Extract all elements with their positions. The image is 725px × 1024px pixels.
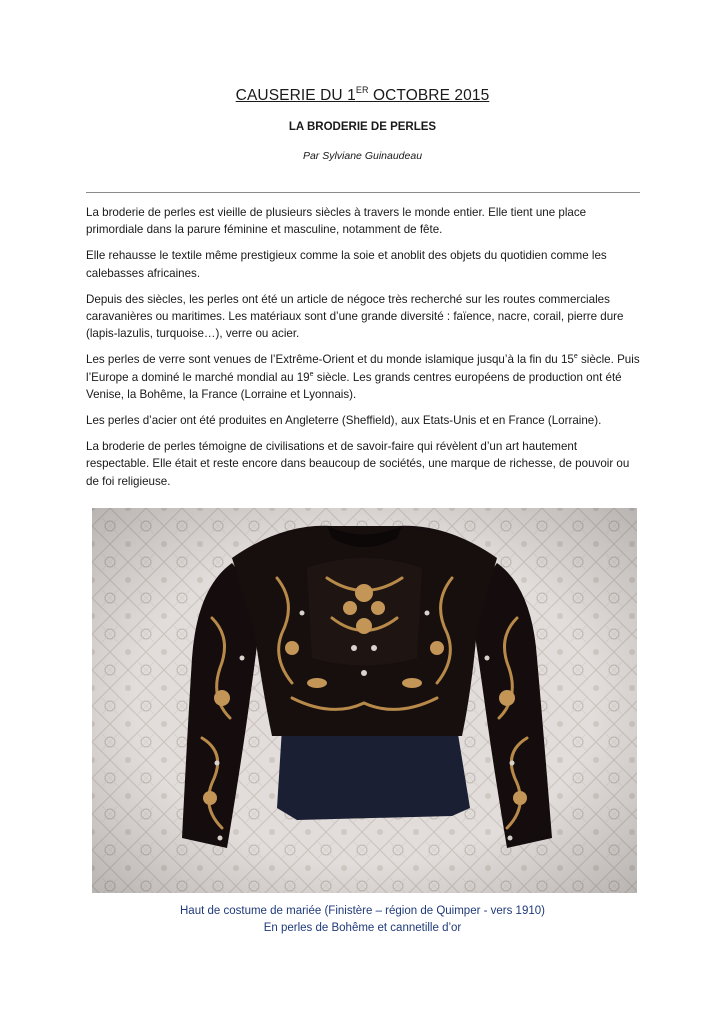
jacket-illustration bbox=[92, 508, 637, 893]
century-superscript: e bbox=[309, 370, 314, 378]
title-prefix: CAUSERIE DU 1 bbox=[235, 87, 356, 104]
paragraph-1: La broderie de perles est vieille de plusieurs siècles à travers le monde entier. Elle tient une place primordiale dans la parure féminine et masculine, notamment de fête. bbox=[86, 206, 587, 237]
century-superscript: e bbox=[573, 353, 578, 361]
subtitle: LA BRODERIE DE PERLES bbox=[288, 121, 437, 133]
paragraph-2: Elle rehausse le textile même prestigieux comme la soie et anoblit des objets du quotidien comme les calebasses africaines. bbox=[86, 249, 607, 280]
photo-caption bbox=[0, 903, 725, 937]
photo-vignette bbox=[92, 508, 637, 893]
horizontal-divider bbox=[86, 192, 640, 193]
jacket-photo bbox=[92, 508, 637, 893]
caption-line-2: En perles de Bohême et cannetille d’or bbox=[263, 922, 462, 934]
paragraph-3: Depuis des siècles, les perles ont été un article de négoce très recherché sur les routes commerciales caravanières ou maritimes. Les matériaux sont d’une grande diversité : faïence, nacre, corail, pierre dure (lapis-lazulis, turquoise…), verre ou acier. bbox=[86, 292, 624, 341]
paragraph-4-part-a: Les perles de verre sont venues de l’Extrême-Orient et du monde islamique jusqu’à la fin du 15 bbox=[86, 353, 574, 367]
page-title bbox=[0, 87, 725, 105]
caption-line-1: Haut de costume de mariée (Finistère – région de Quimper - vers 1910) bbox=[180, 905, 545, 917]
author-byline: Par Sylviane Guinaudeau bbox=[302, 150, 423, 162]
paragraph-4 bbox=[86, 351, 642, 403]
paragraph-4-part-b: siècle. Puis l’Europe a dominé le marché mondial au 19 bbox=[86, 353, 640, 384]
paragraph-6: La broderie de perles témoigne de civilisations et de savoir-faire qui révèlent d’un art hautement respectable. Elle était et reste encore dans beaucoup de sociétés, une marque de richesse, de pouvoir ou de foi religieuse. bbox=[86, 440, 630, 488]
title-suffix: OCTOBRE 2015 bbox=[368, 87, 490, 104]
paragraph-4-part-c: siècle. Les grands centres européens de production ont été Venise, la Bohême, la France (Lorraine et Lyonnais). bbox=[86, 370, 622, 401]
paragraph-5: Les perles d’acier ont été produites en Angleterre (Sheffield), aux Etats-Unis et en France (Lorraine). bbox=[86, 414, 602, 428]
title-superscript: ER bbox=[355, 85, 369, 95]
article-body bbox=[86, 204, 642, 499]
